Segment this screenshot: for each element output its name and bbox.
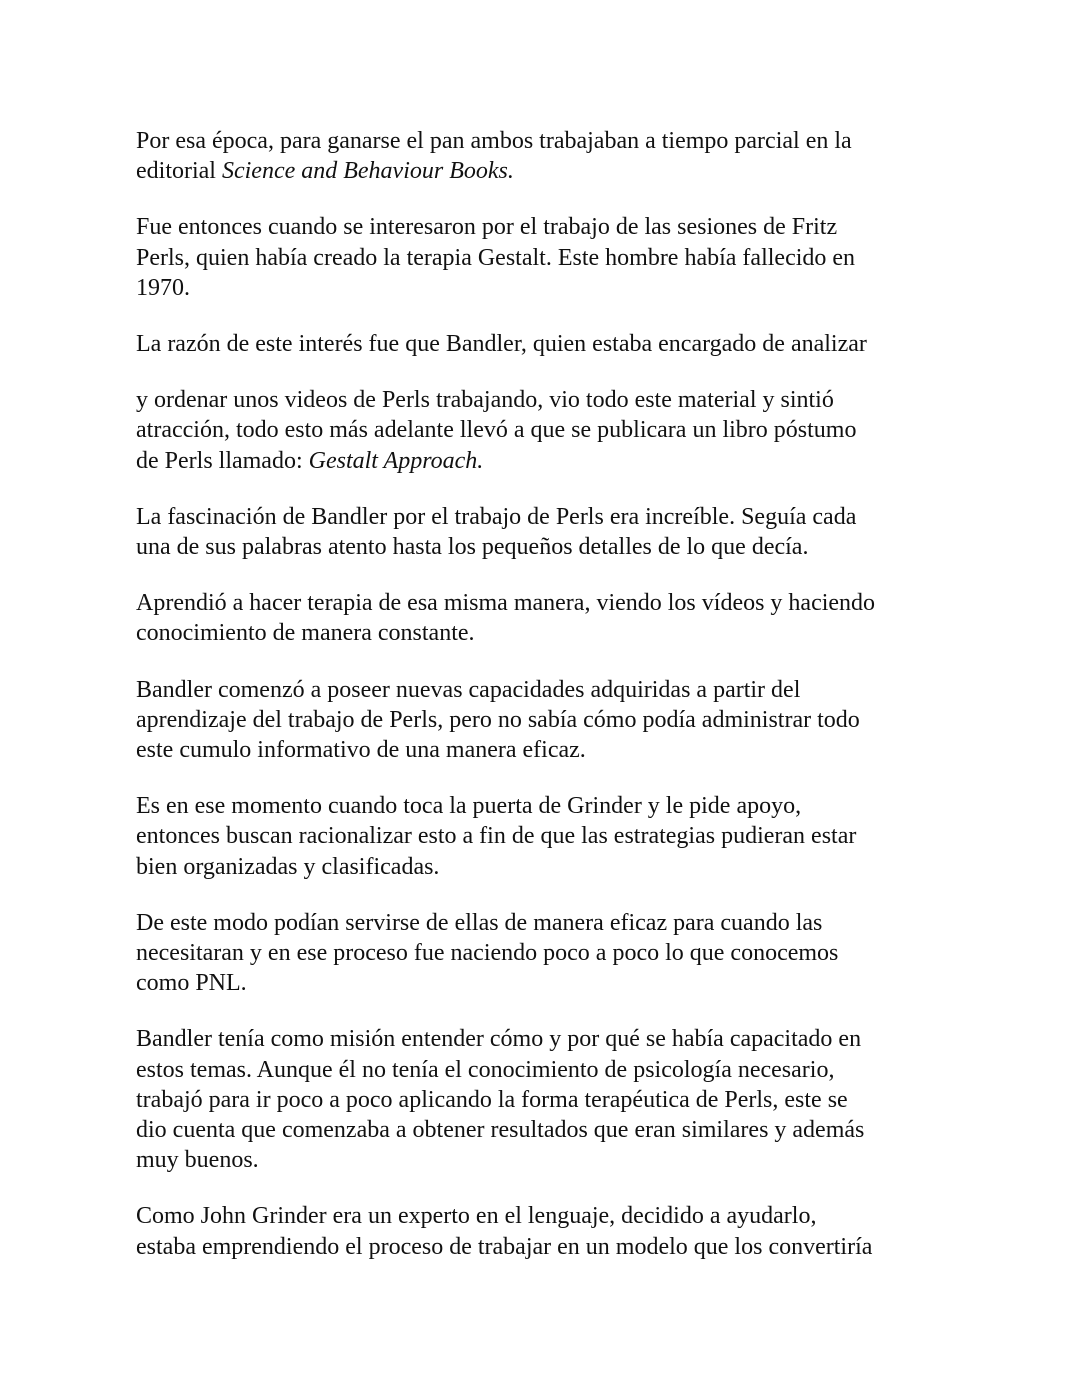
- body-paragraph: [136, 1201, 956, 1261]
- text-line: [136, 446, 956, 476]
- text-line: [136, 243, 956, 273]
- text-segment: una de sus palabras atento hasta los pequeños detalles de lo que decía.: [136, 534, 809, 561]
- text-segment: de Perls llamado:: [136, 447, 309, 474]
- body-paragraph: [136, 329, 956, 359]
- text-line: [136, 705, 956, 735]
- text-line: [136, 588, 956, 618]
- text-segment: atracción, todo esto más adelante llevó a que se publicara un libro póstumo: [136, 417, 857, 444]
- text-segment: Bandler comenzó a poseer nuevas capacidades adquiridas a partir del: [136, 676, 801, 703]
- text-line: [136, 1145, 956, 1175]
- document-page: [136, 126, 956, 1288]
- text-segment: muy buenos.: [136, 1147, 259, 1174]
- text-segment: La razón de este interés fue que Bandler, quien estaba encargado de analizar: [136, 331, 867, 358]
- text-line: [136, 791, 956, 821]
- body-paragraph: [136, 675, 956, 766]
- text-segment: Bandler tenía como misión entender cómo y por qué se había capacitado en: [136, 1026, 862, 1053]
- text-segment: Es en ese momento cuando toca la puerta de Grinder y le pide apoyo,: [136, 793, 802, 820]
- text-segment: como PNL.: [136, 970, 247, 997]
- text-line: [136, 1232, 956, 1262]
- body-paragraph: [136, 126, 956, 186]
- text-segment: Fue entonces cuando se interesaron por el trabajo de las sesiones de Fritz: [136, 214, 838, 241]
- text-segment: Aprendió a hacer terapia de esa misma manera, viendo los vídeos y haciendo: [136, 590, 876, 617]
- text-line: [136, 329, 956, 359]
- text-line: [136, 852, 956, 882]
- text-line: [136, 156, 956, 186]
- text-segment: y ordenar unos videos de Perls trabajando, vio todo este material y sintió: [136, 387, 834, 414]
- text-line: [136, 1115, 956, 1145]
- body-paragraph: [136, 791, 956, 882]
- text-line: [136, 675, 956, 705]
- text-segment: este cumulo informativo de una manera eficaz.: [136, 737, 586, 764]
- text-segment: Por esa época, para ganarse el pan ambos trabajaban a tiempo parcial en la: [136, 128, 852, 154]
- text-segment: trabajó para ir poco a poco aplicando la forma terapéutica de Perls, este se: [136, 1086, 848, 1113]
- body-paragraph: [136, 212, 956, 303]
- text-line: [136, 1024, 956, 1054]
- text-segment: necesitaran y en ese proceso fue naciendo poco a poco lo que conocemos: [136, 940, 839, 967]
- text-segment: aprendizaje del trabajo de Perls, pero no sabía cómo podía administrar todo: [136, 706, 860, 733]
- text-line: [136, 502, 956, 532]
- body-paragraph: [136, 385, 956, 476]
- text-line: [136, 532, 956, 562]
- body-paragraph: [136, 588, 956, 648]
- text-segment: estaba emprendiendo el proceso de trabajar en un modelo que los convertiría: [136, 1233, 873, 1260]
- text-line: [136, 908, 956, 938]
- body-paragraph: [136, 502, 956, 562]
- text-line: [136, 938, 956, 968]
- body-paragraph: [136, 908, 956, 999]
- text-line: [136, 126, 956, 156]
- text-segment: Perls, quien había creado la terapia Gestalt. Este hombre había fallecido en: [136, 244, 856, 271]
- text-line: [136, 968, 956, 998]
- text-line: [136, 735, 956, 765]
- text-line: [136, 1201, 956, 1231]
- text-line: [136, 821, 956, 851]
- text-segment: Como John Grinder era un experto en el lenguaje, decidido a ayudarlo,: [136, 1203, 817, 1230]
- text-segment: bien organizadas y clasificadas.: [136, 853, 440, 880]
- text-line: [136, 618, 956, 648]
- text-segment: De este modo podían servirse de ellas de manera eficaz para cuando las: [136, 909, 823, 936]
- text-line: [136, 273, 956, 303]
- text-line: [136, 1085, 956, 1115]
- text-segment: entonces buscan racionalizar esto a fin de que las estrategias pudieran estar: [136, 823, 857, 850]
- text-segment: dio cuenta que comenzaba a obtener resultados que eran similares y además: [136, 1117, 865, 1144]
- text-line: [136, 415, 956, 445]
- text-line: [136, 212, 956, 242]
- text-segment: estos temas. Aunque él no tenía el conocimiento de psicología necesario,: [136, 1056, 835, 1083]
- text-segment: La fascinación de Bandler por el trabajo de Perls era increíble. Seguía cada: [136, 503, 857, 530]
- text-segment: editorial: [136, 158, 222, 185]
- italic-title: Science and Behaviour Books.: [221, 158, 514, 185]
- text-line: [136, 1055, 956, 1085]
- body-paragraph: [136, 1024, 956, 1175]
- text-segment: 1970.: [136, 274, 190, 301]
- text-segment: conocimiento de manera constante.: [136, 620, 475, 647]
- text-line: [136, 385, 956, 415]
- italic-title: Gestalt Approach.: [308, 447, 484, 474]
